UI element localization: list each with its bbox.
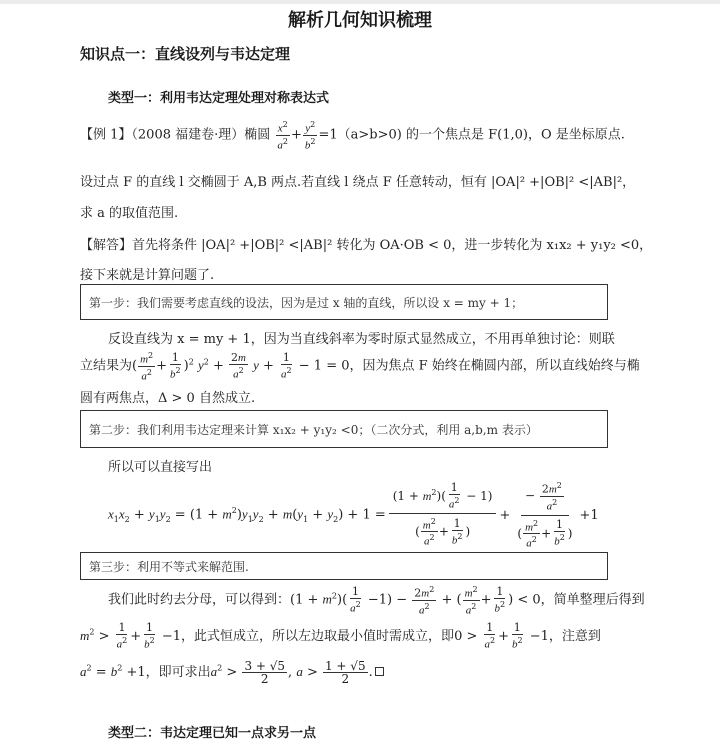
example-condition: =1（a>b>0) 的一个焦点是 F(1,0)，O 是坐标原点.: [318, 127, 625, 143]
step-3-text: 第三步：利用不等式来解范围.: [89, 559, 249, 574]
fraction: $\frac{m^2}{a^2}$: [140, 351, 154, 383]
body-line-2: 立结果为( $\frac{m^2}{a^2}$ + $\frac{1}{b^2}$ )$^2$ $y^2$ + $\frac{2m}{a^2}$ y + $\frac{1}{a^2}$ − 1 = 0，因为焦点 F 始终在椭圆内部，所以直线始终与椭: [80, 350, 640, 383]
body-line-6-suffix: ，注意到: [548, 628, 601, 644]
body-line-3: 圆有两焦点，Δ > 0 自然成立.: [80, 391, 256, 406]
body-line-4: 所以可以直接写出: [108, 460, 213, 475]
document-title: 解析几何知识梳理: [288, 10, 432, 31]
solution-label: 【解答】: [80, 238, 133, 253]
subsection-heading-type2: 类型二：韦达定理已知一点求另一点: [108, 726, 317, 741]
solution-line-1: [80, 234, 652, 253]
body-line-6-middle: ，此式恒成立，所以左边取最小值时需成立，即: [181, 628, 455, 644]
fraction: $\frac{1}{a^2}$: [281, 350, 292, 381]
step-box-3: [80, 552, 608, 580]
example-line-3: 求 a 的取值范围.: [80, 206, 179, 221]
fraction: $\frac{2m}{a^2}$: [231, 350, 246, 381]
fraction: $(1 + m^2)$( $\frac{1}{a^2}$ − 1) ( $\frac{m^2}{a^2}$ + $\frac{1}{b^2}$ ): [389, 482, 497, 548]
example-line-1: 【例 1】（2008 福建卷·理）椭圆 $\frac{x^2}{a^2}$ + $\frac{y^2}{b^2}$ =1（a>b>0) 的一个焦点是 F(1,0)，O 是坐标原点.: [80, 120, 625, 152]
top-edge: [0, 0, 720, 4]
body-line-7: $a^2 = b^2 +1$，即可求出$a^2$ > $\frac{3 + √5}{2}$ , a > $\frac{1 + √5}{2}$ .: [80, 660, 384, 685]
subsection-heading-type1: 类型一：利用韦达定理处理对称表达式: [108, 91, 330, 106]
body-line-2-prefix: 立结果为: [80, 358, 133, 374]
section-heading: 知识点一：直线设列与韦达定理: [80, 45, 291, 63]
fraction-y2-b2: $\frac{y^2}{b^2}$: [304, 120, 316, 152]
fraction: − $\frac{2m^2}{a^2}$ ( $\frac{m^2}{a^2}$ + $\frac{1}{b^2}$ ): [517, 481, 573, 550]
body-line-1: 反设直线为 x = my + 1，因为当直线斜率为零时原式显然成立，不用再单独讨论：则联: [108, 332, 615, 347]
step-2-text: 第二步：我们利用韦达定理来计算 x₁x₂ + y₁y₂ <0；（二次分式，利用 a,b,m 表示）: [89, 422, 538, 437]
body-line-2-suffix: ，因为焦点 F 始终在椭圆内部，所以直线始终与椭: [349, 358, 640, 374]
solution-line-2: 接下来就是计算问题了.: [80, 268, 215, 283]
example-source: （2008 福建卷·理）椭圆: [131, 127, 271, 143]
body-line-5-suffix: ，简单整理后得到: [540, 592, 645, 608]
qed-square-icon: [375, 667, 384, 676]
fraction: $\frac{1}{b^2}$: [170, 350, 181, 381]
step-1-text: 第一步：我们需要考虑直线的设法，因为是过 x 轴的直线，所以设 x = my + 1；: [89, 295, 524, 310]
body-line-7-prefix: ，即可求出: [145, 665, 211, 680]
step-box-2: [80, 410, 608, 448]
solution-text: 首先将条件 |OA|² +|OB|² <|AB|² 转化为 OA·OB < 0，进一步转化为 x₁x₂ + y₁y₂ <0，: [132, 238, 653, 253]
step-box-1: [80, 284, 608, 320]
example-label: 【例 1】: [80, 127, 132, 143]
body-line-6: $m^2$ > $\frac{1}{a^2}$ + $\frac{1}{b^2}$ −1，此式恒成立，所以左边取最小值时需成立，即0 > $\frac{1}{a^2}$ + $\frac{1}{b^2}$ −1，注意到: [80, 621, 601, 651]
vieta-equation: $x_1x_2 + y_1y_2 = (1 + m^2)y_1y_2 + m(y_1 + y_2) + 1$ = $(1 + m^2)$( $\frac{1}{a^2}$ − 1) ( $\frac{m^2}{a^2}$ + $\frac{1}{b^2}$ ) + − $\frac{2m^2}{a^2}$ ( $\frac{m^2}{a^2}$ + $\frac{1}{b^2}$ ) +1: [108, 481, 599, 550]
body-line-5: 我们此时约去分母，可以得到：$(1 + m^2)$( $\frac{1}{a^2}$ −1) − $\frac{2m^2}{a^2}$ + ( $\frac{m^2}{a^2}$ + $\frac{1}{b^2}$ ) < 0，简单整理后得到: [108, 584, 645, 617]
example-line-2: 设过点 F 的直线 l 交椭圆于 A,B 两点.若直线 l 绕点 F 任意转动，恒有 |OA|² +|OB|² <|AB|²，: [80, 175, 636, 190]
body-line-5-prefix: 我们此时约去分母，可以得到：: [108, 592, 291, 608]
fraction-x2-a2: $\frac{x^2}{a^2}$: [277, 120, 288, 152]
